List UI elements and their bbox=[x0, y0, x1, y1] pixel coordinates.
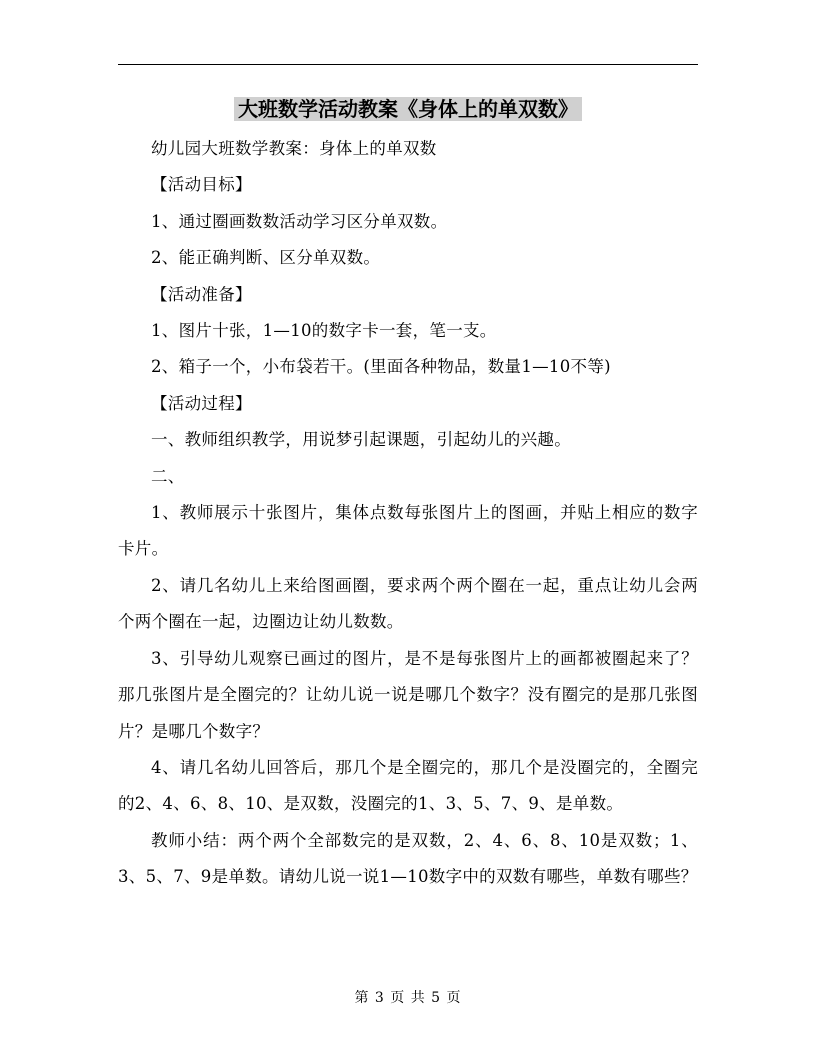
paragraph-goal-1: 1、通过圈画数数活动学习区分单双数。 bbox=[151, 211, 448, 231]
document-title bbox=[0, 94, 816, 124]
header-rule bbox=[118, 64, 698, 65]
heading-activity-process: 【活动过程】 bbox=[151, 393, 252, 413]
paragraph-preparation-2: 2、箱子一个，小布袋若干。(里面各种物品，数量1—10不等) bbox=[151, 357, 611, 377]
paragraph-process-1: 一、教师组织教学，用说梦引起课题，引起幼儿的兴趣。 bbox=[151, 430, 571, 450]
heading-activity-preparation: 【活动准备】 bbox=[151, 284, 252, 304]
heading-activity-goals: 【活动目标】 bbox=[151, 175, 252, 195]
paragraph-preparation-1: 1、图片十张，1—10的数字卡一套，笔一支。 bbox=[151, 321, 497, 341]
paragraph-teacher-summary: 教师小结：两个两个全部数完的是双数，2、4、6、8、10是双数；1、3、5、7、9是单数。请幼儿说一说1—10数字中的双数有哪些，单数有哪些？ bbox=[118, 830, 698, 887]
paragraph-step-1: 1、教师展示十张图片，集体点数每张图片上的图画，并贴上相应的数字卡片。 bbox=[118, 503, 698, 559]
paragraph-step-4: 4、请几名幼儿回答后，那几个是全圈完的，那几个是没圈完的，全圈完的2、4、6、8、10、是双数，没圈完的1、3、5、7、9、是单数。 bbox=[118, 757, 698, 814]
paragraph-subtitle: 幼儿园大班数学教案：身体上的单双数 bbox=[151, 139, 437, 158]
paragraph-goal-2: 2、能正确判断、区分单双数。 bbox=[151, 248, 381, 268]
page-footer: 第 3 页 共 5 页 bbox=[354, 990, 462, 1006]
document-title-text: 大班数学活动教案《身体上的单双数》 bbox=[234, 97, 582, 121]
document-body bbox=[118, 131, 698, 896]
paragraph-step-3: 3、引导幼儿观察已画过的图片，是不是每张图片上的画都被圈起来了？那几张图片是全圈完的？让幼儿说一说是哪几个数字？没有圈完的是那几张图片？是哪几个数字？ bbox=[118, 648, 698, 741]
paragraph-process-2: 二、 bbox=[151, 466, 185, 486]
paragraph-step-2: 2、请几名幼儿上来给图画圈，要求两个两个圈在一起，重点让幼儿会两个两个圈在一起，边圈边让幼儿数数。 bbox=[118, 575, 698, 632]
